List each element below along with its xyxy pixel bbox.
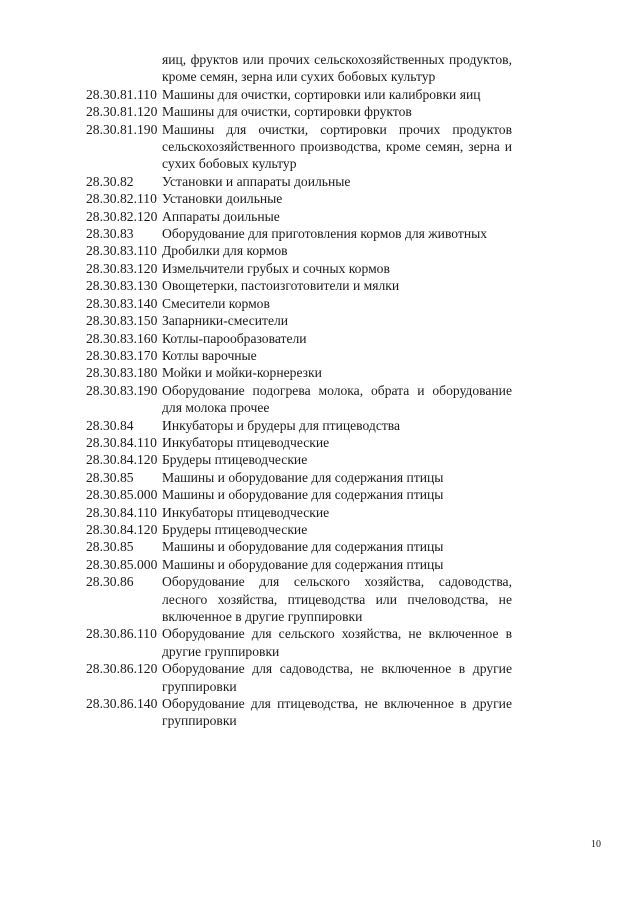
code-cell: 28.30.83.150 (86, 313, 158, 329)
code-cell: 28.30.84.110 (86, 504, 157, 520)
code-cell: 28.30.83.110 (86, 243, 157, 259)
description-cell: Машины и оборудование для содержания птицы (162, 469, 444, 485)
code-cell: 28.30.85.000 (86, 487, 158, 503)
table-row (0, 121, 640, 173)
description-cell: Машины для очистки, сортировки фруктов (162, 104, 412, 120)
code-cell: 28.30.86.140 (86, 696, 158, 712)
code-cell: 28.30.84.110 (86, 434, 157, 450)
table-row (0, 364, 640, 381)
table-row (0, 417, 640, 434)
code-cell: 28.30.81.190 (86, 121, 158, 137)
code-cell: 28.30.81.110 (86, 86, 157, 102)
table-row (0, 573, 640, 625)
table-row (0, 695, 640, 730)
code-cell: 28.30.85 (86, 539, 134, 555)
code-cell: 28.30.84.120 (86, 452, 158, 468)
table-row (0, 347, 640, 364)
description-cell: Машины для очистки, сортировки прочих продуктов сельскохозяйственного производства, кроме семян, зерна и сухих бобовых культур (162, 121, 512, 172)
description-cell: Оборудование для птицеводства, не включенное в другие группировки (162, 696, 512, 729)
table-row (0, 521, 640, 538)
code-cell: 28.30.83.160 (86, 330, 158, 346)
description-cell: Брудеры птицеводческие (162, 452, 308, 468)
table-row (0, 208, 640, 225)
description-cell: Машины и оборудование для содержания птицы (162, 539, 444, 555)
description-cell: Оборудование для приготовления кормов для животных (162, 226, 488, 242)
description-cell: Мойки и мойки-корнерезки (162, 365, 322, 381)
description-cell: Установки и аппараты доильные (162, 173, 351, 189)
description-cell: Измельчители грубых и сочных кормов (162, 260, 390, 276)
classification-table (0, 51, 640, 730)
code-cell: 28.30.83.180 (86, 365, 158, 381)
table-row (0, 382, 640, 417)
code-cell: 28.30.84.120 (86, 521, 158, 537)
table-row (0, 295, 640, 312)
code-cell: 28.30.81.120 (86, 104, 158, 120)
code-cell: 28.30.86.110 (86, 626, 157, 642)
code-cell: 28.30.83.170 (86, 347, 158, 363)
description-cell: Брудеры птицеводческие (162, 521, 308, 537)
description-cell: яиц, фруктов или прочих сельскохозяйственных продуктов, кроме семян, зерна или сухих бобовых культур (162, 52, 512, 85)
table-row (0, 277, 640, 294)
table-row (0, 469, 640, 486)
code-cell: 28.30.84 (86, 417, 134, 433)
table-row (0, 225, 640, 242)
code-cell: 28.30.85.000 (86, 556, 158, 572)
description-cell: Овощетерки, пастоизготовители и мялки (162, 278, 400, 294)
code-cell: 28.30.83.120 (86, 260, 158, 276)
description-cell: Инкубаторы и брудеры для птицеводства (162, 417, 401, 433)
description-cell: Машины и оборудование для содержания птицы (162, 556, 444, 572)
table-row (0, 538, 640, 555)
table-row (0, 556, 640, 573)
table-row (0, 103, 640, 120)
code-cell: 28.30.83.130 (86, 278, 158, 294)
table-row (0, 660, 640, 695)
description-cell: Запарники-смесители (162, 313, 289, 329)
page-number: 10 (591, 839, 601, 850)
table-row (0, 504, 640, 521)
code-cell: 28.30.86 (86, 574, 134, 590)
description-cell: Котлы варочные (162, 347, 257, 363)
table-row (0, 173, 640, 190)
code-cell: 28.30.82.110 (86, 191, 157, 207)
description-cell: Машины и оборудование для содержания птицы (162, 487, 444, 503)
code-cell: 28.30.85 (86, 469, 134, 485)
description-cell: Оборудование подогрева молока, обрата и оборудование для молока прочее (162, 382, 512, 416)
description-cell: Смесители кормов (162, 295, 270, 311)
table-row (0, 486, 640, 503)
code-cell: 28.30.83.190 (86, 382, 158, 398)
description-cell: Оборудование для сельского хозяйства, садоводства, лесного хозяйства, птицеводства или пчеловодства, не включенное в другие группировки (162, 574, 512, 624)
table-row (0, 625, 640, 660)
table-row (0, 260, 640, 277)
table-row (0, 434, 640, 451)
description-cell: Аппараты доильные (162, 208, 280, 224)
description-cell: Инкубаторы птицеводческие (162, 434, 330, 450)
table-row (0, 451, 640, 468)
code-cell: 28.30.82.120 (86, 208, 158, 224)
table-row (0, 242, 640, 259)
table-row (0, 51, 640, 86)
description-cell: Котлы-парообразователи (162, 330, 307, 346)
code-cell: 28.30.83 (86, 226, 134, 242)
description-cell: Оборудование для сельского хозяйства, не включенное в другие группировки (162, 626, 512, 659)
code-cell: 28.30.82 (86, 173, 134, 189)
description-cell: Оборудование для садоводства, не включенное в другие группировки (162, 661, 512, 694)
description-cell: Установки доильные (162, 191, 283, 207)
description-cell: Дробилки для кормов (162, 243, 288, 259)
description-cell: Машины для очистки, сортировки или калибровки яиц (162, 86, 481, 102)
description-cell: Инкубаторы птицеводческие (162, 504, 330, 520)
table-row (0, 312, 640, 329)
code-cell: 28.30.83.140 (86, 295, 158, 311)
table-row (0, 86, 640, 103)
table-row (0, 190, 640, 207)
code-cell: 28.30.86.120 (86, 661, 158, 677)
table-row (0, 330, 640, 347)
